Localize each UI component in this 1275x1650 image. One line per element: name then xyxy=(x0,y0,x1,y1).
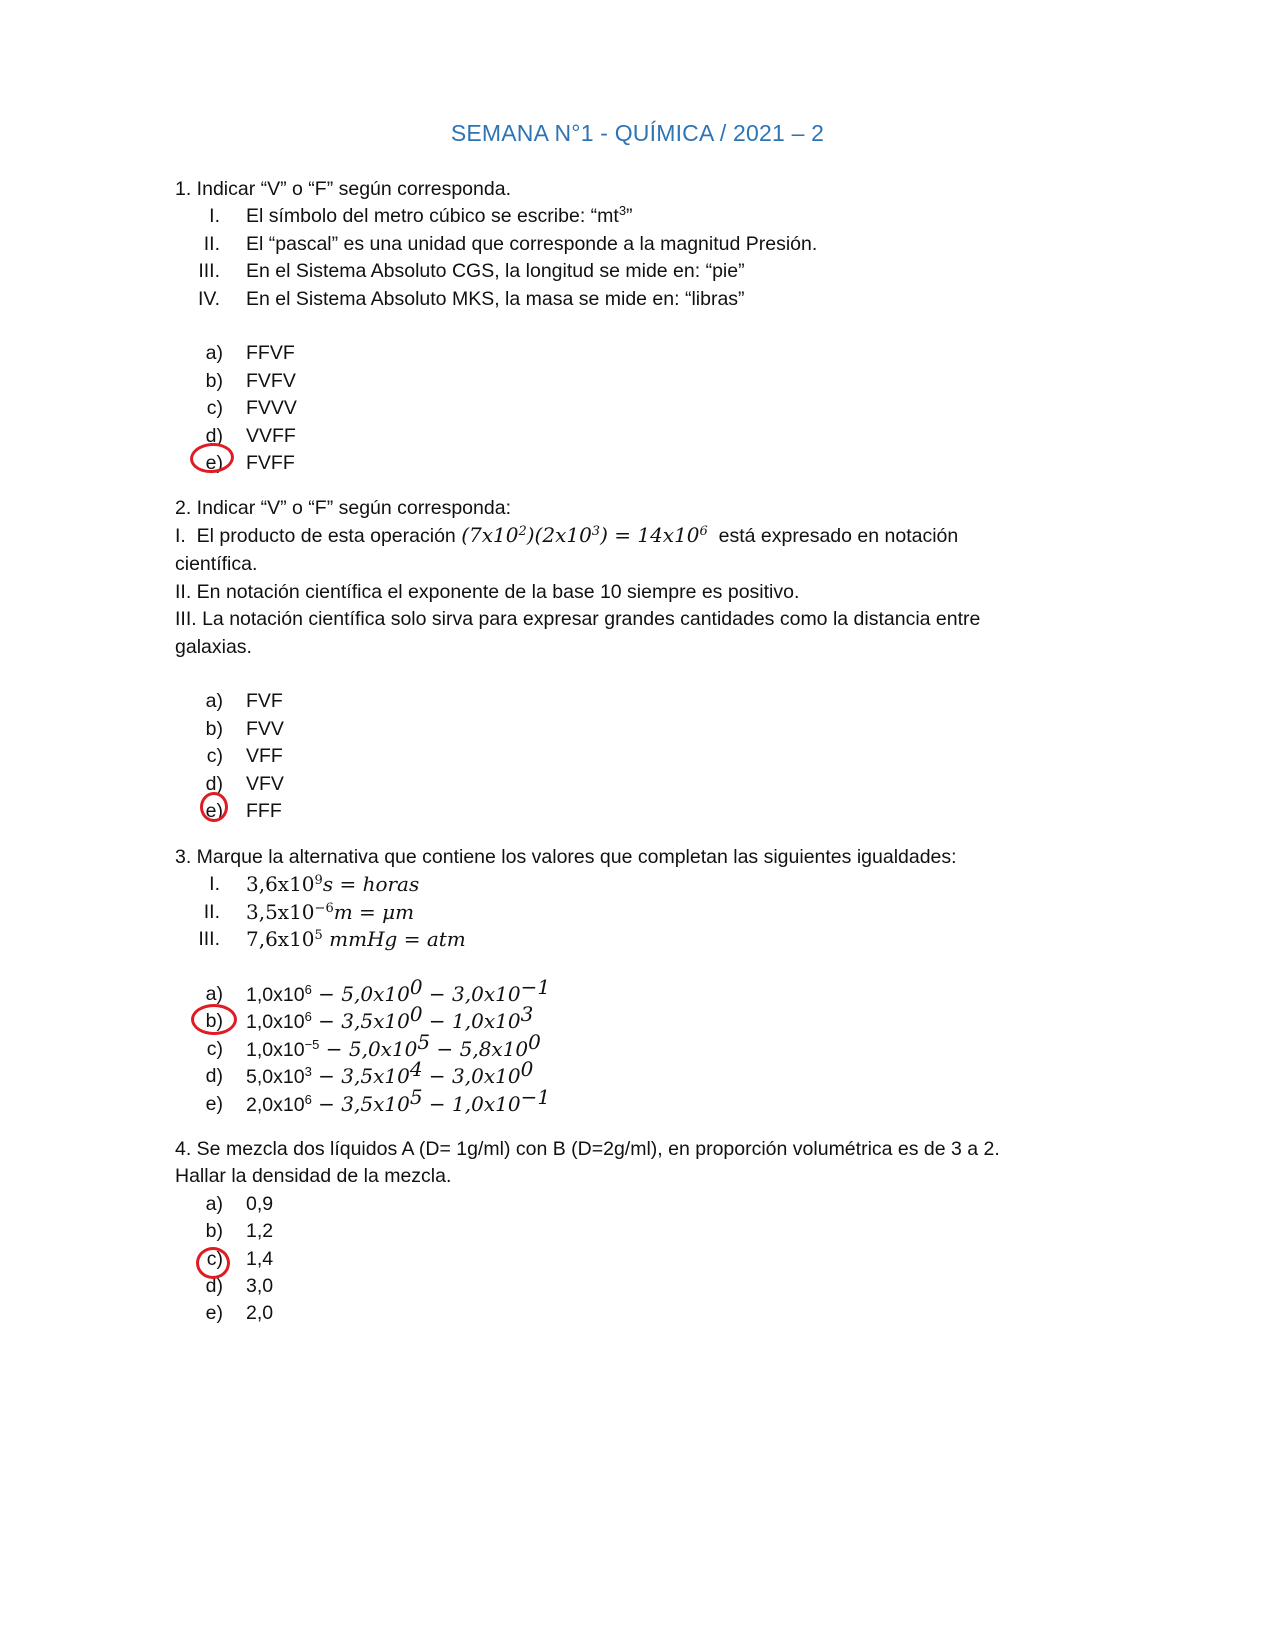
question-4-stem: 4. Se mezcla dos líquidos A (D= 1g/ml) con B (D=2g/ml), en proporción volumétrica es de 3 a 2. xyxy=(175,1138,1000,1160)
option-row: d) VVFF xyxy=(205,424,296,447)
statement-text: El “pascal” es una unidad que corresponde a la magnitud Presión. xyxy=(246,232,818,255)
statement-row: I. El símbolo del metro cúbico se escribe: “$mt^3$” xyxy=(175,203,1075,230)
statement-continuation: científica. xyxy=(175,553,258,576)
math-expression: $1,0x10^{-5} - 5,0x10^5 - 5,8x10^0$ xyxy=(246,1029,541,1061)
option-row: a) $1,0x10^6 - 5,0x10^0 - 3,0x10^{-1}$ xyxy=(175,981,1075,1008)
option-row: c) VFF xyxy=(206,745,283,768)
statement-text: En el Sistema Absoluto MKS, la masa se mide en: “libras” xyxy=(246,287,745,310)
question-3-stem: 3. Marque la alternativa que contiene los valores que completan las siguientes igualdades: xyxy=(175,846,957,868)
statement-row: I. $3,6x10^9s$ = horas xyxy=(175,871,1075,898)
statement-row: II. El “pascal” es una unidad que corresponde a la magnitud Presión. xyxy=(175,231,1075,258)
question-1 xyxy=(175,176,1075,477)
statement-row: II. $3,5x10^{-6}m = \mu m$ xyxy=(175,899,1075,926)
math-expression: $3,6x10^9s$ = horas xyxy=(246,872,420,897)
statement-row: I. El producto de esta operación $(7x10^2)(2x10^3) = 14x10^6$ está expresado en notación xyxy=(175,523,959,548)
math-expression: $7,6x10^5$ mmHg = atm xyxy=(246,927,466,952)
option-row: d) VFV xyxy=(205,772,284,795)
statement-row: II. En notación científica el exponente de la base 10 siempre es positivo. xyxy=(175,580,800,603)
answer-mark-circle-q3 xyxy=(191,1004,237,1035)
statement-row: III. La notación científica solo sirva para expresar grandes cantidades como la distancia entre xyxy=(175,608,981,631)
statement-text: El símbolo del metro cúbico se escribe: “$mt^3$” xyxy=(246,203,633,228)
option-row: b) FVFV xyxy=(205,369,296,392)
math-expression: $(7x10^2)(2x10^3) = 14x10^6$ xyxy=(461,523,708,548)
option-row: b) 1,2 xyxy=(205,1220,274,1243)
statement-row: III. $7,6x10^5$ mmHg = atm xyxy=(175,926,1075,953)
option-row: e) FVFF xyxy=(205,451,295,474)
statement-row: III. En el Sistema Absoluto CGS, la longitud se mide en: “pie” xyxy=(175,258,1075,285)
option-row: c) $1,0x10^{-5} - 5,0x10^5 - 5,8x10^0$ xyxy=(175,1036,1075,1063)
statement-text: En el Sistema Absoluto CGS, la longitud se mide en: “pie” xyxy=(246,260,745,283)
math-expression: $3,5x10^{-6}m = \mu m$ xyxy=(246,899,415,924)
question-2-stem: 2. Indicar “V” o “F” según corresponda: xyxy=(175,497,511,519)
statement-continuation: galaxias. xyxy=(175,635,252,658)
option-row: d) 3,0 xyxy=(205,1274,274,1297)
option-row: a) 0,9 xyxy=(205,1192,274,1215)
math-expression: $1,0x10^6 - 3,5x10^0 - 1,0x10^3$ xyxy=(246,1002,534,1034)
option-row: a) FVF xyxy=(205,690,283,713)
option-row: d) $5,0x10^3 - 3,5x10^4 - 3,0x10^0$ xyxy=(175,1063,1075,1090)
option-row: c) 1,4 xyxy=(206,1247,274,1270)
option-row: b) $1,0x10^6 - 3,5x10^0 - 1,0x10^3$ xyxy=(175,1008,1075,1035)
math-expression: $5,0x10^3 - 3,5x10^4 - 3,0x10^0$ xyxy=(246,1057,534,1089)
option-row: e) FFF xyxy=(205,799,282,822)
question-4 xyxy=(175,1136,1075,1328)
option-row: a) FFVF xyxy=(205,342,295,365)
option-row: e) 2,0 xyxy=(205,1302,274,1325)
question-2 xyxy=(175,495,1075,825)
page-title: SEMANA N°1 - QUÍMICA / 2021 – 2 xyxy=(450,120,825,146)
answer-mark-circle-q2 xyxy=(200,792,228,822)
option-row: e) $2,0x10^6 - 3,5x10^5 - 1,0x10^{-1}$ xyxy=(175,1091,1075,1118)
option-row: c) FVVV xyxy=(206,397,297,420)
math-expression: $2,0x10^6 - 3,5x10^5 - 1,0x10^{-1}$ xyxy=(246,1084,551,1116)
answer-mark-circle-q4 xyxy=(196,1247,230,1279)
option-row: b) FVV xyxy=(205,717,284,740)
question-1-stem: 1. Indicar “V” o “F” según corresponda. xyxy=(175,178,511,200)
question-3 xyxy=(175,844,1075,1118)
math-expression: $1,0x10^6 - 5,0x10^0 - 3,0x10^{-1}$ xyxy=(246,974,551,1006)
question-4-stem-continuation: Hallar la densidad de la mezcla. xyxy=(175,1165,452,1188)
statement-row: IV. En el Sistema Absoluto MKS, la masa se mide en: “libras” xyxy=(175,286,1075,313)
